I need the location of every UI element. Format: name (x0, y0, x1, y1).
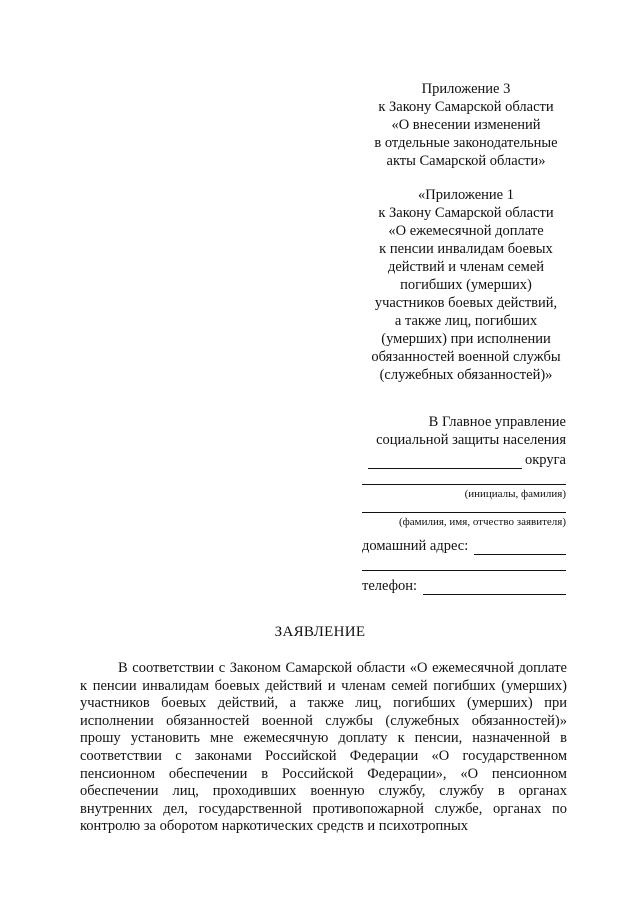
statement-title: ЗАЯВЛЕНИЕ (274, 624, 366, 640)
appendix-1-line: (умерших) при исполнении (381, 331, 551, 347)
appendix-3-block (350, 80, 582, 170)
fullname-field[interactable] (362, 511, 566, 513)
addressee-line-2: социальной защиты населения (376, 432, 566, 448)
appendix-1-line: (служебных обязанностей)» (379, 367, 553, 383)
appendix-1-line: к пенсии инвалидам боевых (379, 241, 553, 257)
appendix-3-line: к Закону Самарской области (378, 99, 554, 115)
appendix-1-line: действий и членам семей (387, 259, 545, 275)
appendix-header (350, 80, 582, 384)
home-address-label: домашний адрес: (362, 538, 469, 554)
appendix-1-line: участников боевых действий, (374, 295, 558, 311)
appendix-3-line: в отдельные законодательные (374, 135, 558, 151)
initials-field[interactable] (362, 483, 566, 485)
fullname-caption: (фамилия, имя, отчество заявителя) (398, 516, 566, 528)
district-row (362, 451, 566, 469)
district-field[interactable] (368, 454, 522, 469)
appendix-3-line: «О внесении изменений (391, 117, 541, 133)
addressee-line-1: В Главное управление (428, 414, 566, 430)
district-suffix: округа (525, 452, 566, 468)
appendix-3-line: Приложение 3 (421, 81, 511, 97)
appendix-1-line: погибших (умерших) (400, 277, 532, 293)
appendix-1-line: к Закону Самарской области (378, 205, 554, 221)
addressee-block (362, 413, 566, 595)
statement-body (80, 660, 567, 836)
home-address-field[interactable] (474, 540, 566, 555)
phone-label: телефон: (362, 578, 418, 594)
appendix-1-line: «Приложение 1 (418, 187, 514, 203)
home-address-row (362, 537, 566, 555)
appendix-1-line: обязанностей военной службы (371, 349, 561, 365)
appendix-1-line: «О ежемесячной доплате (388, 223, 544, 239)
home-address-field-2[interactable] (362, 569, 566, 571)
initials-caption: (инициалы, фамилия) (464, 488, 566, 500)
phone-field[interactable] (423, 580, 566, 595)
appendix-1-block (350, 186, 582, 384)
statement-paragraph: В соответствии с Законом Самарской области «О ежемесячной доплате к пенсии инвалидам боевых действий и членам семей погибших (умерших) участников боевых действий, а также лиц, погибших (умерших) при исполнении обязанностей военной службы (служебных обязанностей)» прошу установить мне ежемесячную доплату к пенсии, назначенной в соответствии с законами Российской Федерации «О государственном пенсионном обеспечении в Российской Федерации», «О пенсионном обеспечении лиц, проходивших военную службу, службу в органах внутренних дел, государственной противопожарной службе, органах по контролю за оборотом наркотических средств и психотропных (80, 660, 567, 835)
appendix-1-line: а также лиц, погибших (394, 313, 538, 329)
phone-row (362, 577, 566, 595)
appendix-3-line: акты Самарской области» (386, 153, 546, 169)
